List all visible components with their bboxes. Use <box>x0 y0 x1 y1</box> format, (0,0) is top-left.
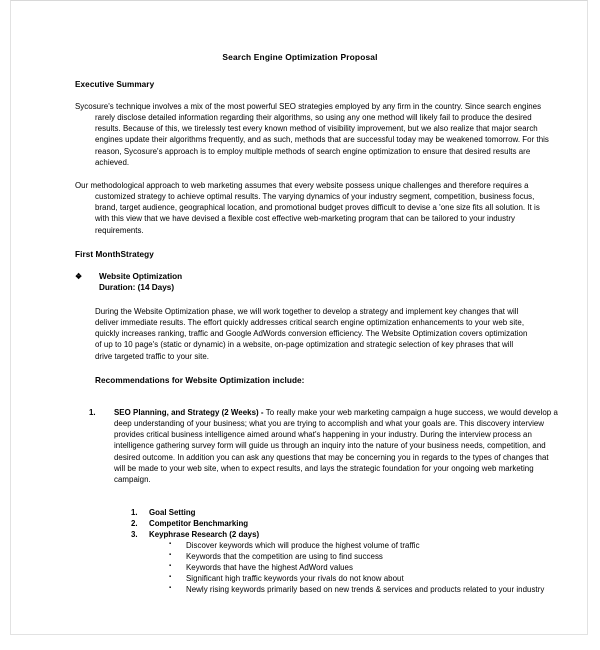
recommendation-item-1 <box>89 407 558 485</box>
heading-executive-summary: Executive Summary <box>75 80 155 89</box>
keyphrase-bullet-5-text: Newly rising keywords primarily based on new trends & services and products related to your industry <box>186 585 545 594</box>
keyphrase-bullet-3 <box>169 562 548 573</box>
keyphrase-bullet-4 <box>169 573 548 584</box>
paragraph-executive-summary-1: Sycosure's technique involves a mix of the most powerful SEO strategies employed by any firm in the country. Since search engines rarely disclose detailed information regarding their algorithms, so using any one method will likely fail to produce the desired results. Because of this, we tirelessly test every known method of visibility improvement, but we also realize that major search engines update their algorithms frequently, and as such, methods that are successful today may be weakened tomorrow. For this reason, Sycosure's approach is to employ multiple methods of search engine optimization to ensure that desired results are achieved. <box>75 102 549 167</box>
document-page <box>10 0 588 635</box>
square-bullet-icon: ▪ <box>169 574 172 581</box>
keyphrase-bullet-1 <box>169 540 548 551</box>
sub-item-3-label: Keyphrase Research (2 days) <box>149 530 260 539</box>
diamond-bullet-icon: ❖ <box>75 272 83 281</box>
sub-item-1-label: Goal Setting <box>149 508 196 517</box>
keyphrase-bullet-5 <box>169 584 548 595</box>
keyphrase-bullet-4-text: Significant high traffic keywords your rivals do not know about <box>186 574 404 583</box>
website-optimization-title: Website Optimization <box>99 272 183 281</box>
keyphrase-bullet-2-text: Keywords that the competition are using to find success <box>186 552 383 561</box>
page-title: Search Engine Optimization Proposal <box>222 52 378 62</box>
keyphrase-bullet-2 <box>169 551 548 562</box>
square-bullet-icon: ▪ <box>169 552 172 559</box>
sub-item-2-label: Competitor Benchmarking <box>149 519 249 528</box>
keyphrase-bullet-3-text: Keywords that have the highest AdWord values <box>186 563 353 572</box>
website-optimization-duration: Duration: (14 Days) <box>99 283 175 293</box>
square-bullet-icon: ▪ <box>169 585 172 592</box>
recommendation-item-1-lead: SEO Planning, and Strategy (2 Weeks) - <box>114 408 266 417</box>
keyphrase-bullet-1-text: Discover keywords which will produce the highest volume of traffic <box>186 541 420 550</box>
square-bullet-icon: ▪ <box>169 563 172 570</box>
heading-first-month-strategy: First MonthStrategy <box>75 250 154 259</box>
bullet-website-optimization <box>75 271 535 293</box>
square-bullet-icon: ▪ <box>169 541 172 548</box>
sub-item-1 <box>131 507 531 518</box>
recommendation-item-1-number: 1. <box>89 408 96 417</box>
heading-recommendations: Recommendations for Website Optimization include: <box>95 376 305 385</box>
recommendation-item-1-body: To really make your web marketing campaign a huge success, we would develop a deep understanding of your business; what you are trying to accomplish and what your goals are. This discovery interview provides critical business intelligence aimed around what's happening in your industry. During the interview process an intelligence gathering survey form will guide us through an inquiry into the nature of your business needs, competition, and desired outcome. In addition you can ask any questions that may be concerning you in regards to the types of changes that will be made to your web site, when to expect results, and lays the strategic foundation for your ongoing web marketing campaign. <box>114 408 558 484</box>
sub-item-2-number: 2. <box>131 519 138 528</box>
sub-item-2 <box>131 518 531 529</box>
paragraph-executive-summary-2: Our methodological approach to web marketing assumes that every website possess unique challenges and therefore requires a customized strategy to achieve optimal results. The varying dynamics of your industry segment, competition, business focus, brand, target audience, geographical location, and promotional budget proves difficult to devise a 'one size fits all solution. It is with this view that we have devised a flexible cost effective web-marketing program that can be tailored to your industry requirements. <box>75 181 540 235</box>
paragraph-website-optimization-body: During the Website Optimization phase, we will work together to develop a strategy and implement key changes that will deliver immediate results. The effort quickly addresses critical search engine optimization enhancements to your web site, quickly increases ranking, traffic and Google AdWords conversion efficiency. The Website Optimization covers optimization of up to 10 page's (static or dynamic) in a website, on-page optimization and strategic selection of key phrases that will drive targeted traffic to your site. <box>95 307 528 361</box>
sub-item-1-number: 1. <box>131 508 138 517</box>
sub-item-3-number: 3. <box>131 530 138 539</box>
sub-item-3 <box>131 529 531 540</box>
